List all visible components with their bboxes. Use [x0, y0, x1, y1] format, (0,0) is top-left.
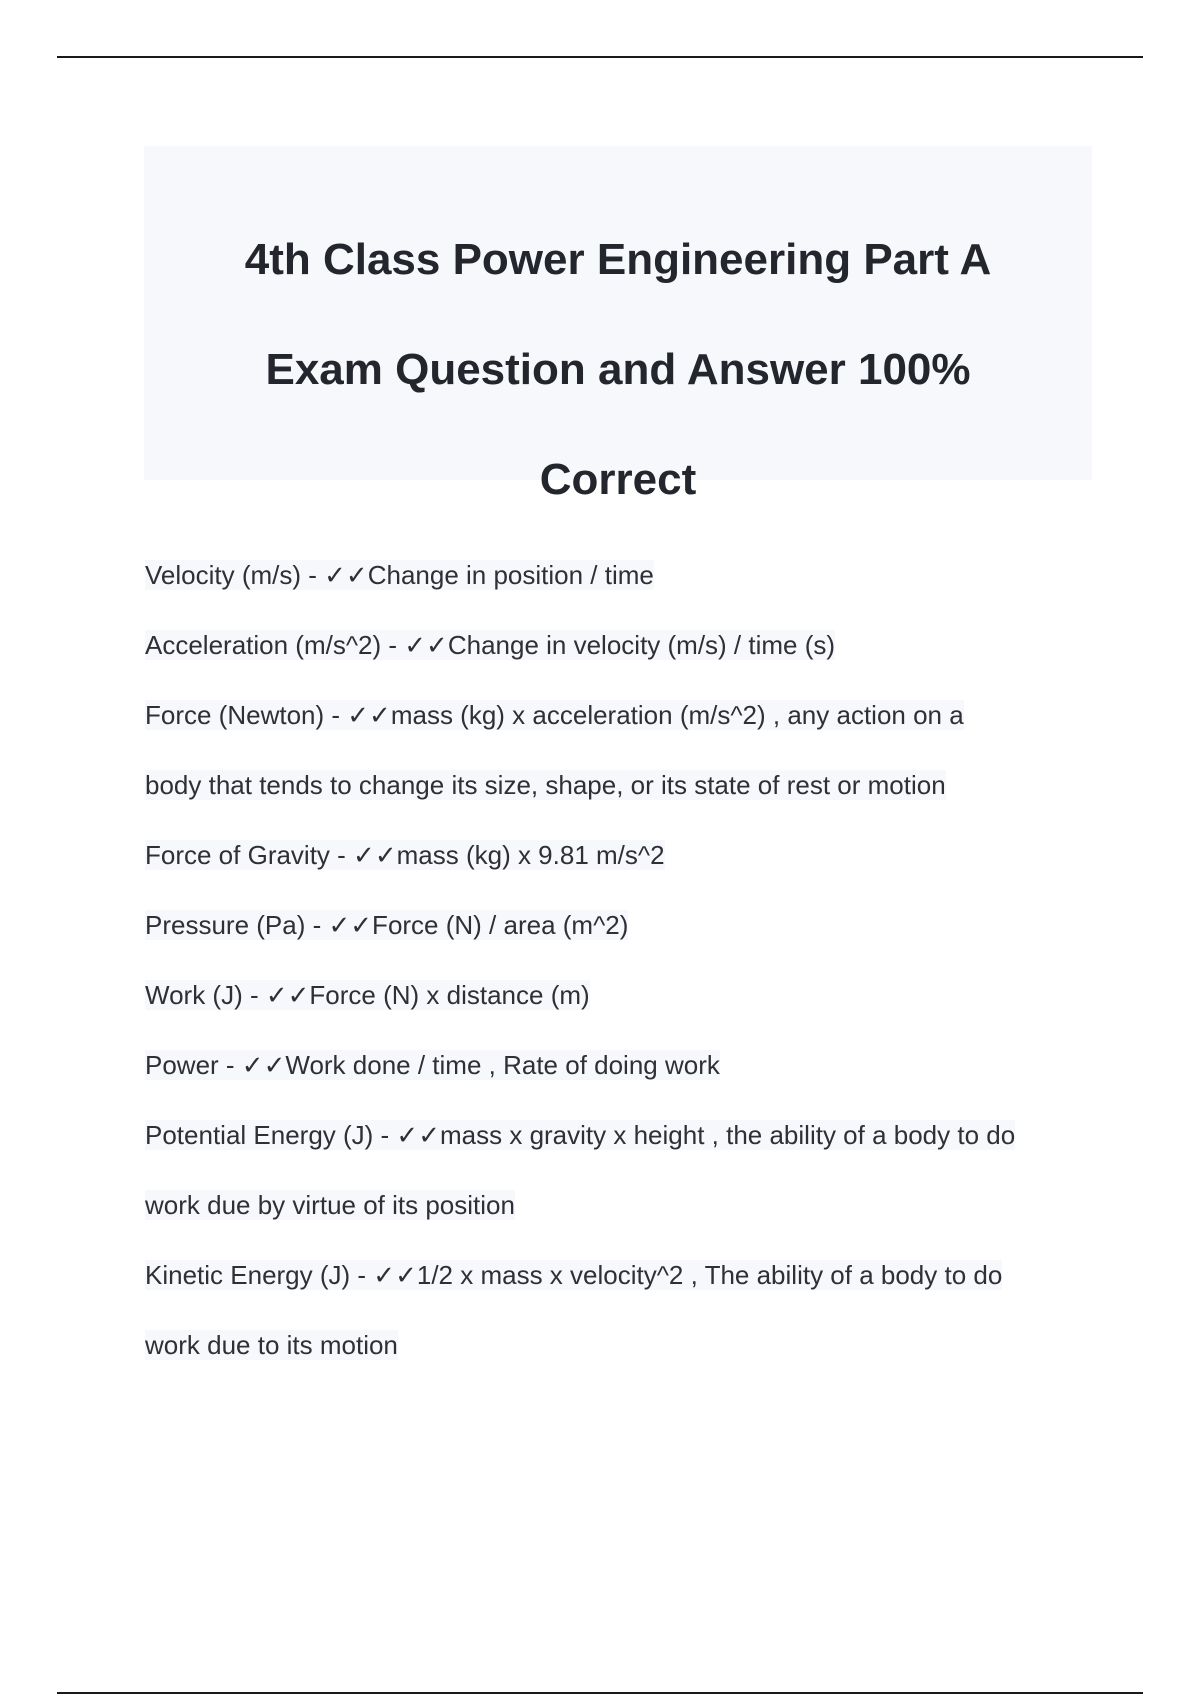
qa-entry-potential-energy: Potential Energy (J) - ✓✓mass x gravity x height , the ability of a body to do — [145, 1120, 1016, 1150]
qa-entry-power: Power - ✓✓Work done / time , Rate of doing work — [145, 1050, 720, 1080]
qa-entry-force: Force (Newton) - ✓✓mass (kg) x acceleration (m/s^2) , any action on a — [145, 700, 964, 730]
title-line-3: Correct — [539, 455, 697, 504]
qa-entry-acceleration: Acceleration (m/s^2) - ✓✓Change in velocity (m/s) / time (s) — [145, 630, 836, 660]
qa-entry-gravity: Force of Gravity - ✓✓mass (kg) x 9.81 m/s^2 — [145, 840, 665, 870]
qa-list — [145, 540, 1095, 1380]
bottom-rule — [57, 1692, 1143, 1694]
qa-entry-kinetic-energy-cont: work due to its motion — [145, 1330, 398, 1360]
qa-entry-potential-energy-cont: work due by virtue of its position — [145, 1190, 515, 1220]
qa-entry-pressure: Pressure (Pa) - ✓✓Force (N) / area (m^2) — [145, 910, 629, 940]
qa-entry-work: Work (J) - ✓✓Force (N) x distance (m) — [145, 980, 590, 1010]
top-rule — [57, 56, 1143, 58]
title-line-1: 4th Class Power Engineering Part A — [244, 235, 992, 284]
qa-entry-force-cont: body that tends to change its size, shape, or its state of rest or motion — [145, 770, 946, 800]
title-line-2: Exam Question and Answer 100% — [265, 345, 971, 394]
title-block — [144, 146, 1092, 504]
qa-entry-kinetic-energy: Kinetic Energy (J) - ✓✓1/2 x mass x velocity^2 , The ability of a body to do — [145, 1260, 1003, 1290]
qa-entry-velocity: Velocity (m/s) - ✓✓Change in position / time — [145, 560, 654, 590]
